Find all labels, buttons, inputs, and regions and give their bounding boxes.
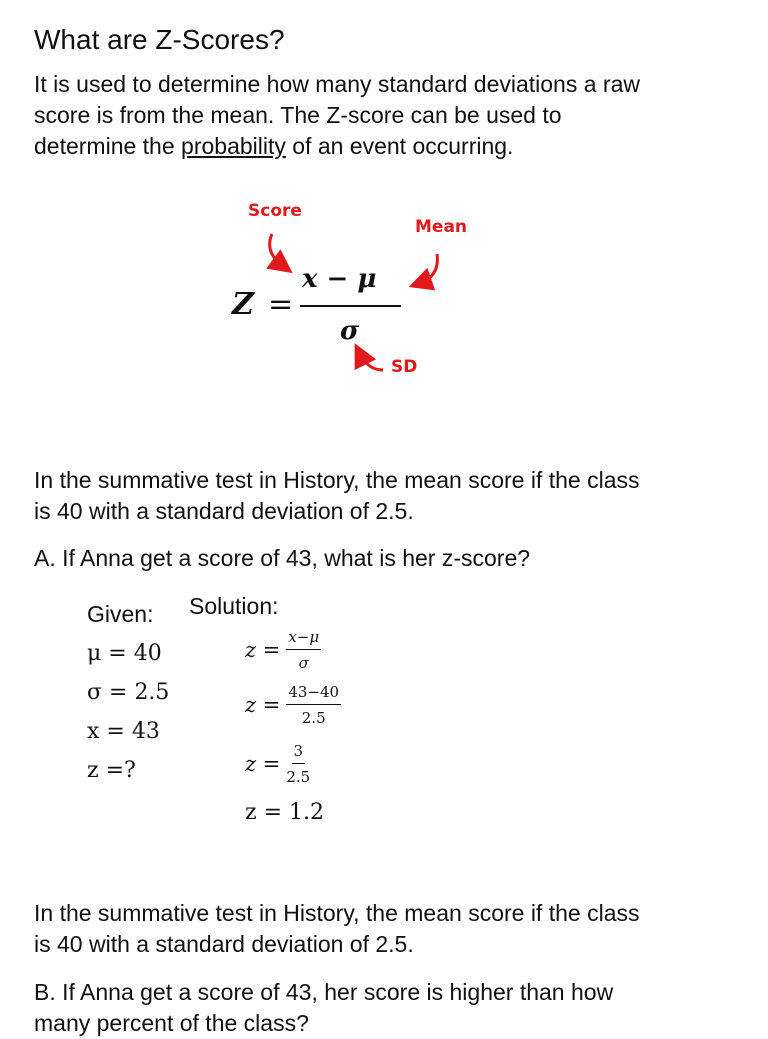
formula-equals: = — [268, 287, 294, 322]
step-denominator: 2.5 — [301, 709, 326, 727]
intro-text: of an event occurring. — [285, 133, 514, 159]
problem-a-statement — [34, 465, 734, 527]
step-fraction — [286, 628, 321, 672]
problem-b-statement — [34, 898, 734, 960]
question-line: many percent of the class? — [34, 1010, 309, 1036]
statement-line: In the summative test in History, the mean score if the class — [34, 900, 640, 926]
solution-step — [245, 683, 341, 727]
page-title: What are Z-Scores? — [34, 24, 285, 55]
step-fraction — [286, 742, 310, 786]
given-mean: μ = 40 — [87, 641, 162, 666]
formula-denominator: σ — [340, 316, 360, 346]
sd-label: SD — [391, 357, 418, 377]
solution-label: Solution: — [189, 593, 279, 619]
given-score: x = 43 — [87, 719, 160, 744]
step-denominator: σ — [298, 654, 309, 672]
mean-label: Mean — [415, 217, 468, 237]
question-line: B. If Anna get a score of 43, her score is higher than how — [34, 979, 614, 1005]
step-fraction — [286, 683, 341, 727]
step-numerator: 3 — [292, 742, 306, 764]
solution-result: z = 1.2 — [245, 800, 324, 825]
statement-line: is 40 with a standard deviation of 2.5. — [34, 498, 414, 524]
sd-arrow-icon — [360, 354, 383, 370]
problem-b-question — [34, 977, 734, 1039]
score-label: Score — [248, 201, 302, 221]
mean-arrow-icon — [420, 254, 437, 283]
statement-line: In the summative test in History, the mean score if the class — [34, 467, 640, 493]
annotation-arrows — [0, 0, 768, 420]
score-arrow-icon — [270, 234, 283, 266]
given-z: z =? — [87, 758, 136, 783]
probability-link[interactable]: probability — [181, 133, 286, 159]
formula-lhs: Z — [232, 287, 254, 322]
step-lhs: z = — [245, 638, 281, 662]
step-denominator: 2.5 — [286, 768, 311, 786]
step-numerator: 43−40 — [286, 683, 341, 705]
step-lhs: z = — [245, 752, 281, 776]
formula-numerator: x − μ — [302, 264, 377, 294]
solution-step — [245, 628, 321, 672]
problem-a-question: A. If Anna get a score of 43, what is her z-score? — [34, 545, 531, 571]
given-label: Given: — [87, 601, 154, 627]
solution-step — [245, 742, 310, 786]
intro-line: It is used to determine how many standard deviations a raw — [34, 71, 640, 97]
step-lhs: z = — [245, 693, 281, 717]
given-sd: σ = 2.5 — [87, 680, 170, 705]
step-numerator: x−μ — [286, 628, 321, 650]
intro-text: determine the — [34, 133, 182, 159]
statement-line: is 40 with a standard deviation of 2.5. — [34, 931, 414, 957]
intro-line: score is from the mean. The Z-score can be used to — [34, 102, 562, 128]
